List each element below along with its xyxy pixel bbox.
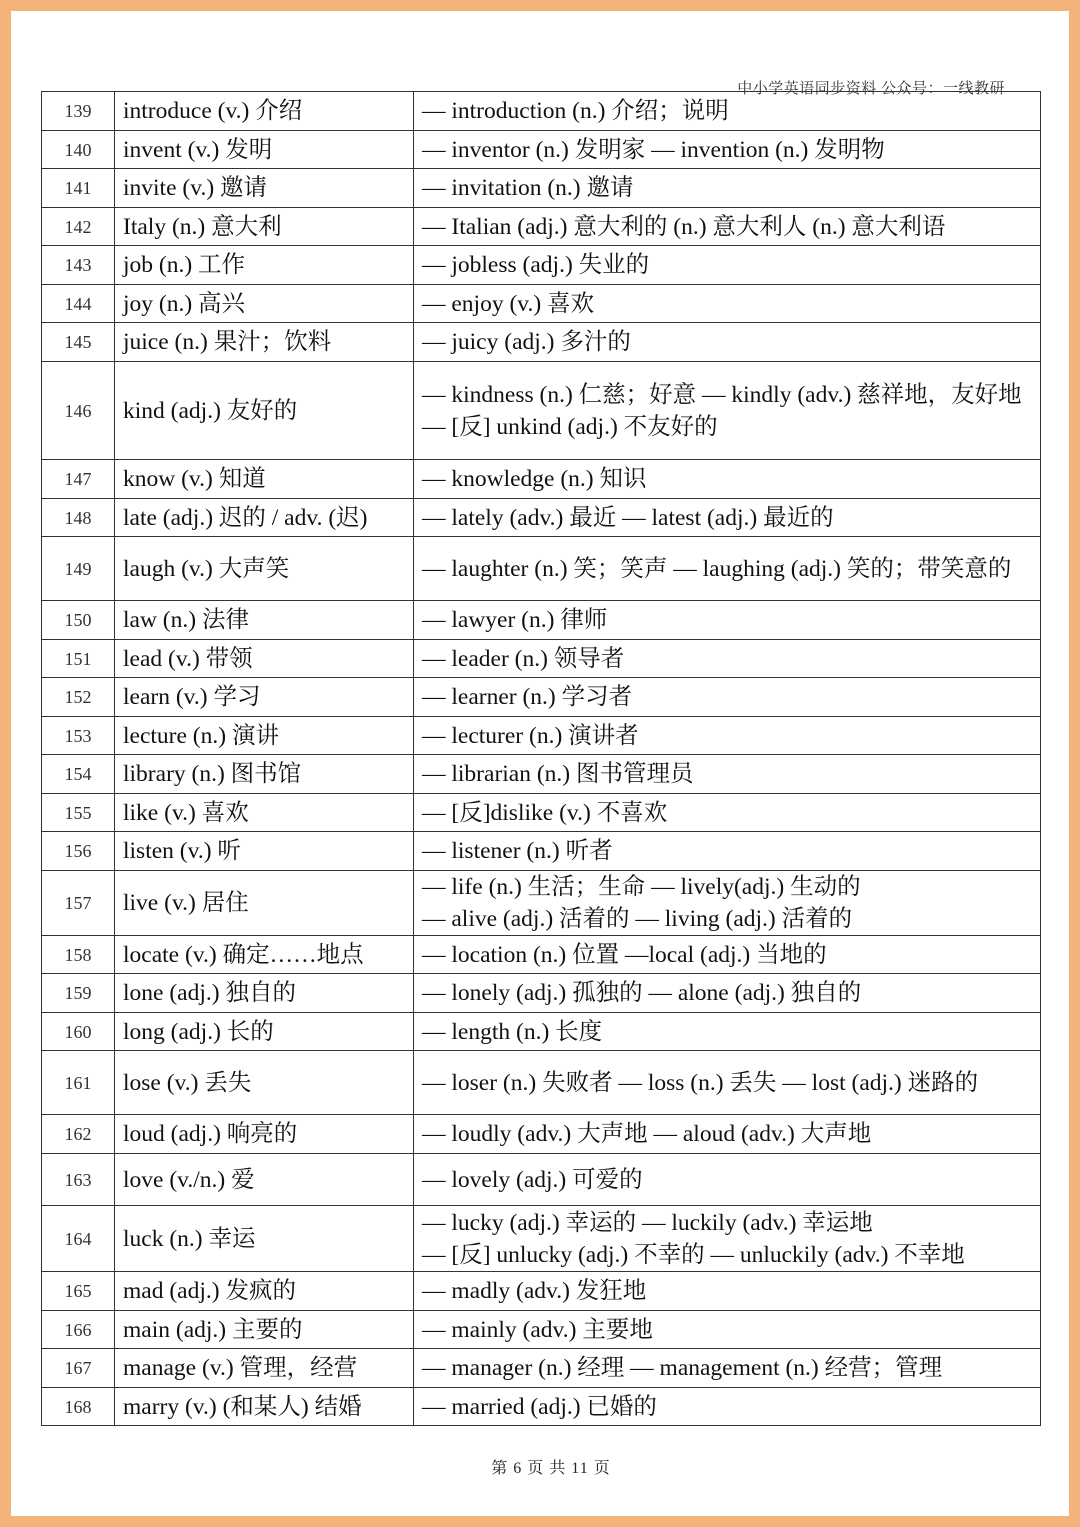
derivative-line: — manager (n.) 经理 — management (n.) 经营；管理 [422, 1355, 943, 1381]
derivatives-cell [414, 1013, 1041, 1051]
derivatives-cell [414, 678, 1041, 717]
derivatives-cell [414, 362, 1041, 460]
derivatives-cell [414, 832, 1041, 871]
derivatives-cell [414, 794, 1041, 832]
table-row [42, 936, 1041, 974]
row-number: 156 [42, 832, 115, 871]
headword-cell: live (v.) 居住 [115, 871, 414, 936]
row-number: 163 [42, 1154, 115, 1206]
headword-cell: love (v./n.) 爱 [115, 1154, 414, 1206]
derivative-line: — married (adj.) 已婚的 [422, 1393, 657, 1420]
derivative-line: — mainly (adv.) 主要地 [422, 1316, 653, 1343]
derivative-line: — life (n.) 生活；生命 — lively(adj.) 生动的 [422, 874, 861, 900]
headword-cell: know (v.) 知道 [115, 460, 414, 499]
row-number: 166 [42, 1311, 115, 1349]
derivative-line: — Italian (adj.) 意大利的 (n.) 意大利人 (n.) 意大利语 [422, 213, 946, 240]
row-number: 165 [42, 1272, 115, 1311]
row-number: 167 [42, 1349, 115, 1388]
table-row [42, 537, 1041, 601]
derivatives-cell [414, 246, 1041, 285]
table-row [42, 169, 1041, 208]
derivative-line: — lucky (adj.) 幸运的 — luckily (adv.) 幸运地 [422, 1209, 873, 1236]
headword-cell: like (v.) 喜欢 [115, 794, 414, 832]
derivative-line: — lately (adv.) 最近 — latest (adj.) 最近的 [422, 504, 834, 531]
table-row [42, 1154, 1041, 1206]
derivative-line: — inventor (n.) 发明家 — invention (n.) 发明物 [422, 136, 885, 163]
derivative-line: — kindness (n.) 仁慈；好意 — kindly (adv.) 慈祥地，友好地 [422, 381, 1022, 408]
derivatives-cell [414, 640, 1041, 678]
table-row [42, 794, 1041, 832]
derivative-line: — lawyer (n.) 律师 [422, 607, 608, 633]
table-row [42, 131, 1041, 169]
table-row [42, 1051, 1041, 1115]
headword-cell: juice (n.) 果汁；饮料 [115, 323, 414, 362]
headword-cell: invite (v.) 邀请 [115, 169, 414, 208]
row-number: 143 [42, 246, 115, 285]
row-number: 157 [42, 871, 115, 936]
derivative-line: — madly (adv.) 发狂地 [422, 1278, 647, 1304]
table-row [42, 1311, 1041, 1349]
headword-cell: library (n.) 图书馆 [115, 755, 414, 794]
vocabulary-table [41, 91, 1041, 1426]
table-row [42, 832, 1041, 871]
headword-cell: manage (v.) 管理，经营 [115, 1349, 414, 1388]
derivatives-cell [414, 1154, 1041, 1206]
row-number: 161 [42, 1051, 115, 1115]
vocabulary-table-body [42, 92, 1041, 1426]
derivatives-cell [414, 323, 1041, 362]
row-number: 155 [42, 794, 115, 832]
derivatives-cell [414, 131, 1041, 169]
headword-cell: lecture (n.) 演讲 [115, 717, 414, 755]
headword-cell: main (adj.) 主要的 [115, 1311, 414, 1349]
table-row [42, 640, 1041, 678]
row-number: 148 [42, 499, 115, 537]
row-number: 162 [42, 1115, 115, 1154]
row-number: 139 [42, 92, 115, 131]
table-row [42, 1349, 1041, 1388]
page-footer: 第 6 页 共 11 页 [491, 1460, 611, 1477]
headword-cell: learn (v.) 学习 [115, 678, 414, 717]
derivatives-cell [414, 1206, 1041, 1272]
row-number: 146 [42, 362, 115, 460]
headword-cell: luck (n.) 幸运 [115, 1206, 414, 1272]
row-number: 149 [42, 537, 115, 601]
derivative-line: — leader (n.) 领导者 [422, 645, 625, 672]
derivative-line: — [反] unkind (adj.) 不友好的 [422, 413, 718, 440]
headword-cell: marry (v.) (和某人) 结婚 [115, 1388, 414, 1426]
derivative-line: — length (n.) 长度 [422, 1018, 603, 1045]
derivative-line: — location (n.) 位置 —local (adj.) 当地的 [422, 941, 827, 968]
table-row [42, 755, 1041, 794]
page-header: 中小学英语同步资料 公众号：一线教研 [737, 81, 1005, 97]
derivative-line: — juicy (adj.) 多汁的 [422, 329, 631, 355]
derivative-line: — invitation (n.) 邀请 [422, 175, 634, 201]
derivative-line: — listener (n.) 听者 [422, 838, 613, 864]
row-number: 154 [42, 755, 115, 794]
derivatives-cell [414, 285, 1041, 323]
headword-cell: joy (n.) 高兴 [115, 285, 414, 323]
row-number: 159 [42, 974, 115, 1013]
derivatives-cell [414, 1051, 1041, 1115]
row-number: 144 [42, 285, 115, 323]
derivative-line: — [反] unlucky (adj.) 不幸的 — unluckily (adv.) 不幸地 [422, 1241, 965, 1268]
headword-cell: loud (adj.) 响亮的 [115, 1115, 414, 1154]
derivative-line: — loser (n.) 失败者 — loss (n.) 丢失 — lost (adj.) 迷路的 [422, 1069, 979, 1096]
derivative-line: — introduction (n.) 介绍；说明 [422, 98, 729, 124]
row-number: 140 [42, 131, 115, 169]
row-number: 142 [42, 208, 115, 246]
table-row [42, 246, 1041, 285]
derivative-line: — knowledge (n.) 知识 [422, 466, 647, 492]
derivative-line: — lonely (adj.) 孤独的 — alone (adj.) 独自的 [422, 980, 862, 1006]
derivative-line: — enjoy (v.) 喜欢 [422, 290, 595, 317]
headword-cell: long (adj.) 长的 [115, 1013, 414, 1051]
table-row [42, 678, 1041, 717]
derivative-line: — librarian (n.) 图书管理员 [422, 761, 694, 787]
table-row [42, 285, 1041, 323]
derivative-line: — lecturer (n.) 演讲者 [422, 722, 639, 749]
headword-cell: lose (v.) 丢失 [115, 1051, 414, 1115]
headword-cell: locate (v.) 确定……地点 [115, 936, 414, 974]
row-number: 164 [42, 1206, 115, 1272]
derivatives-cell [414, 755, 1041, 794]
headword-cell: Italy (n.) 意大利 [115, 208, 414, 246]
table-row [42, 1388, 1041, 1426]
derivatives-cell [414, 717, 1041, 755]
derivative-line: — loudly (adv.) 大声地 — aloud (adv.) 大声地 [422, 1121, 872, 1147]
row-number: 158 [42, 936, 115, 974]
headword-cell: lone (adj.) 独自的 [115, 974, 414, 1013]
table-row [42, 601, 1041, 640]
row-number: 160 [42, 1013, 115, 1051]
derivative-line: — laughter (n.) 笑；笑声 — laughing (adj.) 笑的；带笑意的 [422, 555, 1012, 582]
derivatives-cell [414, 169, 1041, 208]
derivatives-cell [414, 92, 1041, 131]
row-number: 153 [42, 717, 115, 755]
table-row [42, 1013, 1041, 1051]
headword-cell: job (n.) 工作 [115, 246, 414, 285]
row-number: 145 [42, 323, 115, 362]
derivatives-cell [414, 871, 1041, 936]
table-row [42, 460, 1041, 499]
table-row [42, 974, 1041, 1013]
derivatives-cell [414, 499, 1041, 537]
headword-cell: introduce (v.) 介绍 [115, 92, 414, 131]
row-number: 147 [42, 460, 115, 499]
headword-cell: kind (adj.) 友好的 [115, 362, 414, 460]
derivative-line: — alive (adj.) 活着的 — living (adj.) 活着的 [422, 906, 853, 932]
derivative-line: — lovely (adj.) 可爱的 [422, 1166, 643, 1193]
row-number: 168 [42, 1388, 115, 1426]
derivatives-cell [414, 1311, 1041, 1349]
headword-cell: lead (v.) 带领 [115, 640, 414, 678]
table-row [42, 499, 1041, 537]
derivatives-cell [414, 537, 1041, 601]
table-row [42, 208, 1041, 246]
table-row [42, 1115, 1041, 1154]
table-row [42, 92, 1041, 131]
table-row [42, 717, 1041, 755]
derivatives-cell [414, 1272, 1041, 1311]
table-row [42, 1206, 1041, 1272]
row-number: 150 [42, 601, 115, 640]
row-number: 151 [42, 640, 115, 678]
row-number: 152 [42, 678, 115, 717]
derivatives-cell [414, 1388, 1041, 1426]
derivatives-cell [414, 1349, 1041, 1388]
headword-cell: late (adj.) 迟的 / adv. (迟) [115, 499, 414, 537]
row-number: 141 [42, 169, 115, 208]
headword-cell: listen (v.) 听 [115, 832, 414, 871]
derivatives-cell [414, 601, 1041, 640]
derivatives-cell [414, 936, 1041, 974]
derivative-line: — learner (n.) 学习者 [422, 684, 633, 710]
derivatives-cell [414, 974, 1041, 1013]
headword-cell: laugh (v.) 大声笑 [115, 537, 414, 601]
derivative-line: — jobless (adj.) 失业的 [422, 252, 650, 278]
derivatives-cell [414, 1115, 1041, 1154]
headword-cell: law (n.) 法律 [115, 601, 414, 640]
derivatives-cell [414, 460, 1041, 499]
headword-cell: mad (adj.) 发疯的 [115, 1272, 414, 1311]
table-row [42, 362, 1041, 460]
table-row [42, 323, 1041, 362]
derivatives-cell [414, 208, 1041, 246]
derivative-line: — [反]dislike (v.) 不喜欢 [422, 799, 668, 826]
table-row [42, 871, 1041, 936]
headword-cell: invent (v.) 发明 [115, 131, 414, 169]
table-row [42, 1272, 1041, 1311]
